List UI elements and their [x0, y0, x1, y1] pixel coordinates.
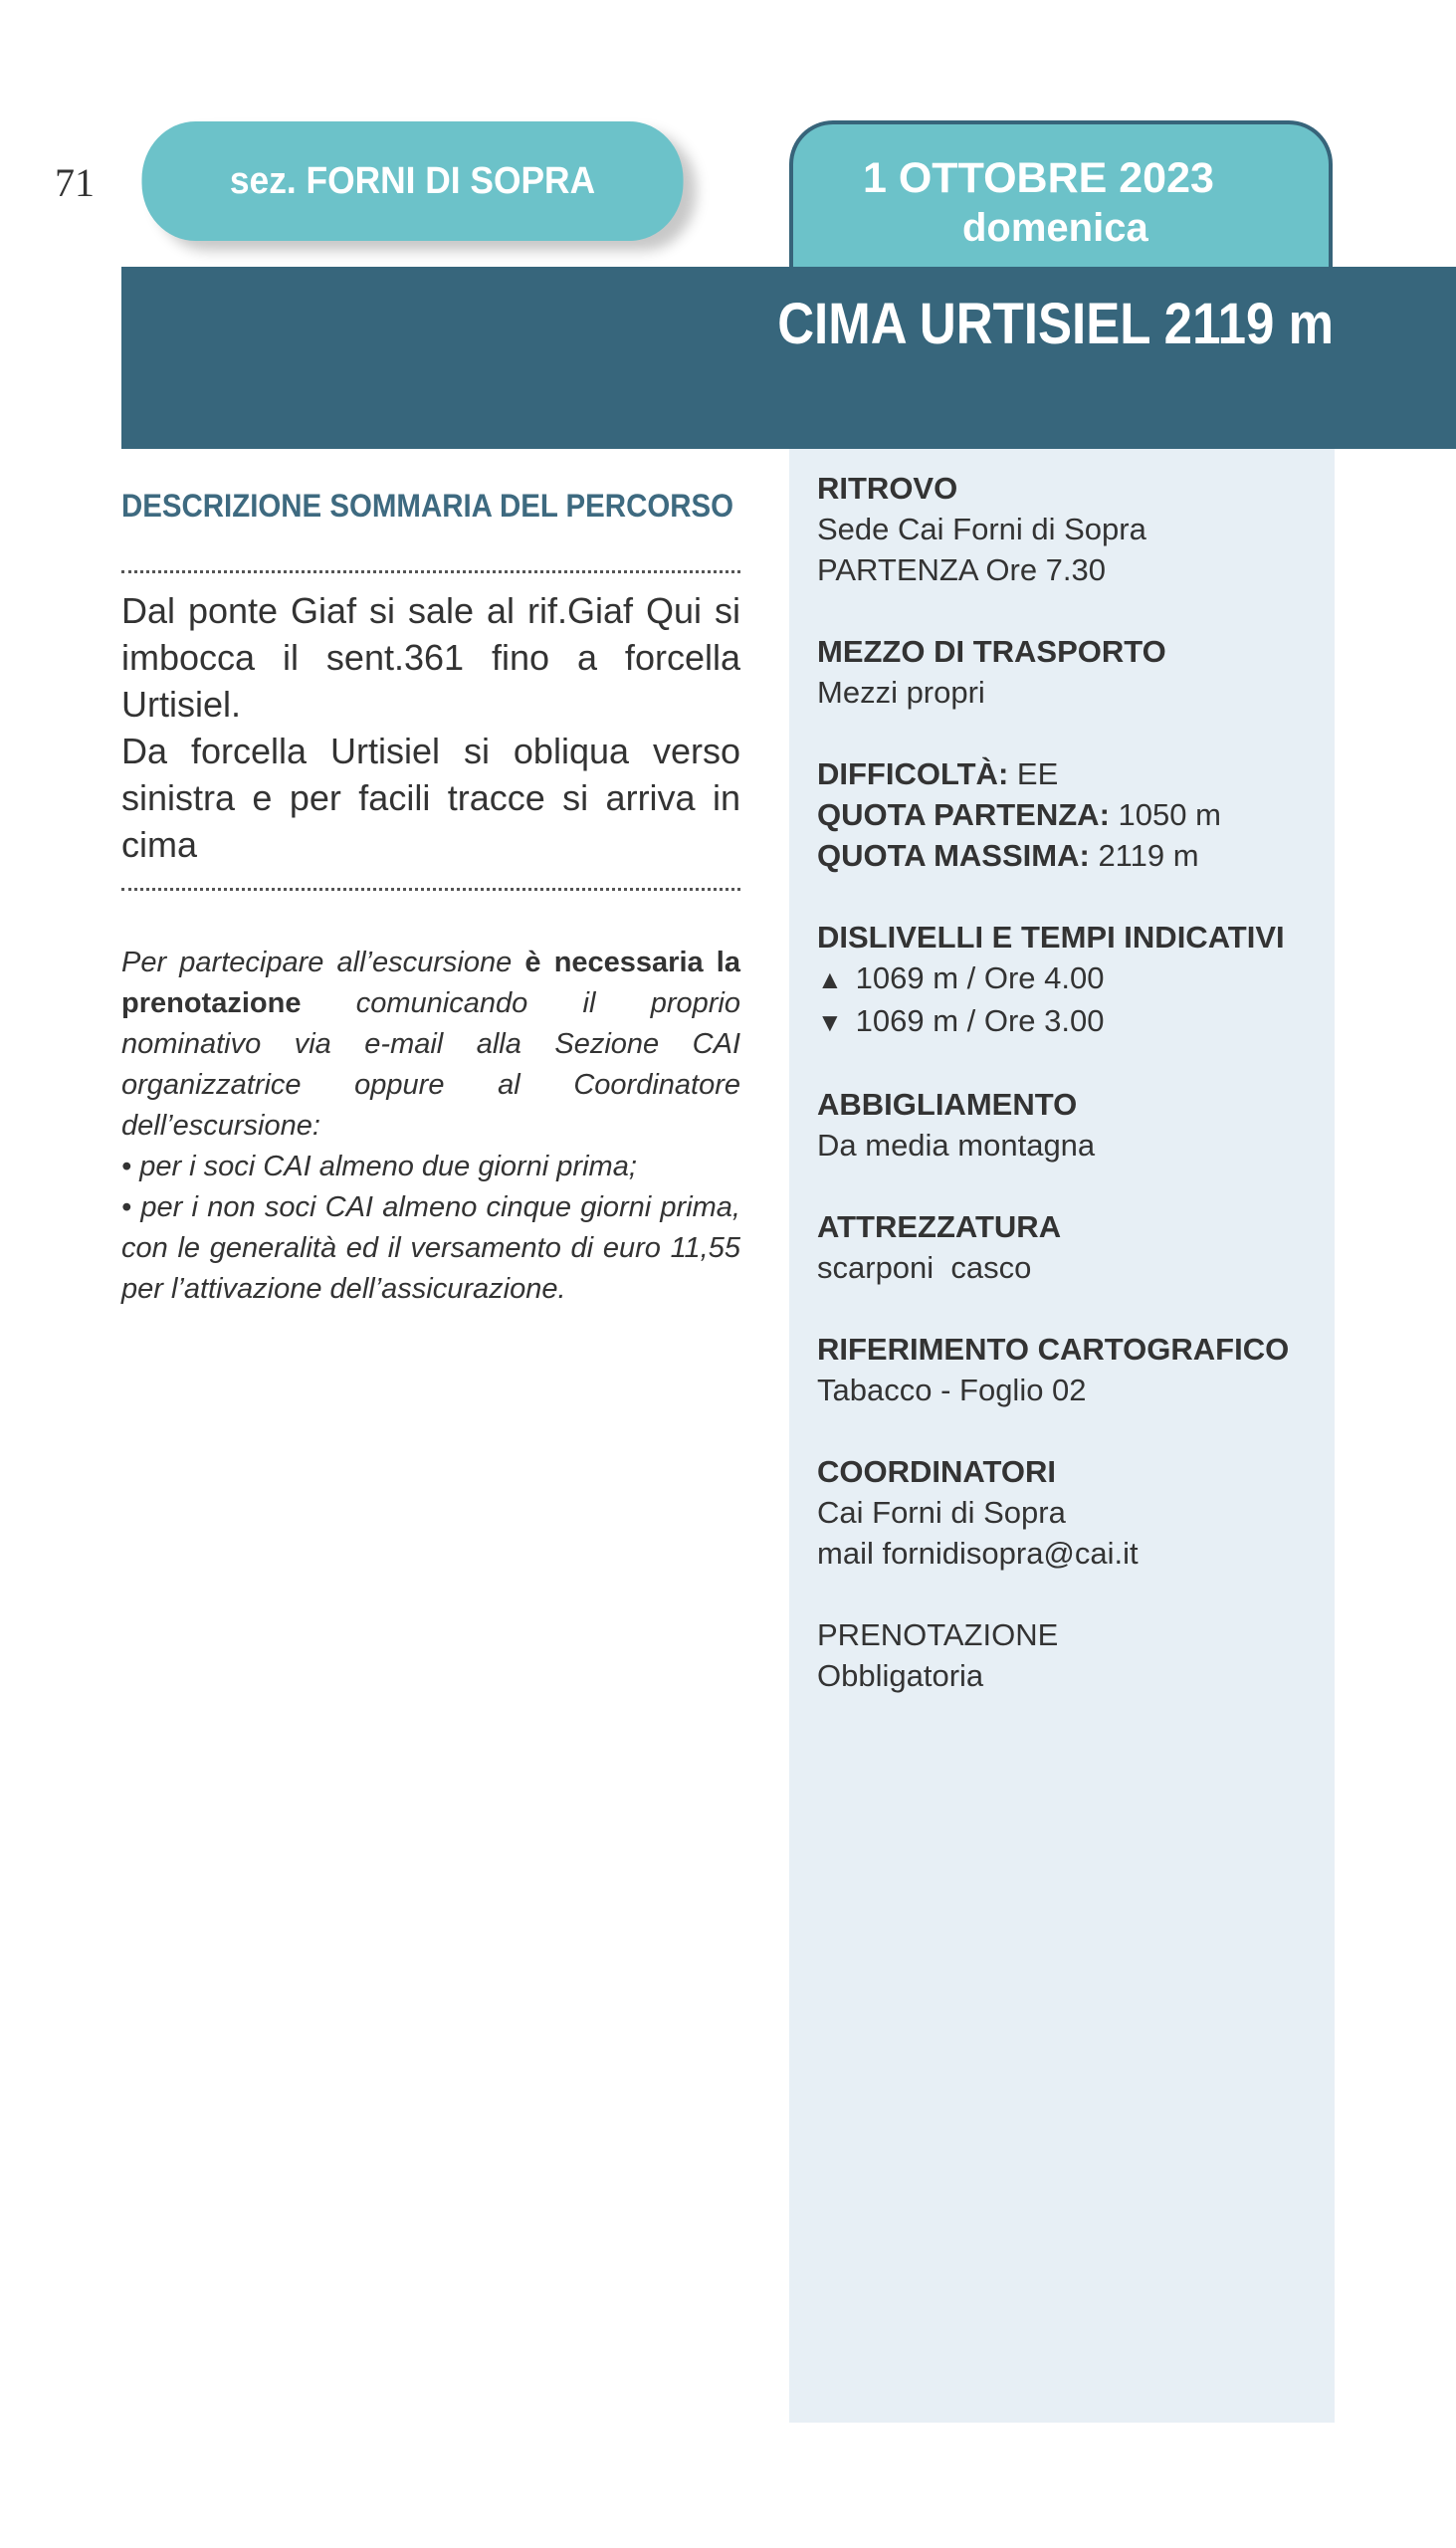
section-badge: sez. FORNI DI SOPRA	[141, 121, 683, 241]
down-triangle-icon: ▼	[817, 1007, 843, 1037]
ascent-value: 1069 m / Ore 4.00	[855, 960, 1105, 995]
coordinatori-block	[817, 1451, 1315, 1574]
descent-value: 1069 m / Ore 3.00	[855, 1003, 1105, 1038]
difficulty-block	[817, 753, 1315, 876]
coordinatori-value: Cai Forni di Sopra	[817, 1495, 1066, 1530]
prenotazione-block	[817, 1614, 1315, 1696]
prenotazione-label: PRENOTAZIONE	[817, 1617, 1059, 1652]
difficolta-value: EE	[1016, 756, 1059, 791]
date-tab	[789, 120, 1333, 270]
cartografico-block	[817, 1329, 1315, 1410]
cartografico-value: Tabacco - Foglio 02	[817, 1373, 1087, 1407]
info-column	[817, 468, 1315, 1737]
quota-partenza-value: 1050 m	[1118, 797, 1221, 832]
ascent-row	[817, 957, 1315, 1000]
event-date: 1 OTTOBRE 2023	[863, 154, 1214, 202]
prenotazione-value: Obbligatoria	[817, 1658, 984, 1693]
page-title: CIMA URTISIEL 2119 m	[777, 292, 1334, 356]
coordinatori-label: COORDINATORI	[817, 1454, 1056, 1489]
partenza-value: PARTENZA Ore 7.30	[817, 552, 1107, 587]
ritrovo-value: Sede Cai Forni di Sopra	[817, 512, 1146, 546]
cartografico-label: RIFERIMENTO CARTOGRAFICO	[817, 1332, 1290, 1367]
dislivelli-label: DISLIVELLI E TEMPI INDICATIVI	[817, 920, 1285, 955]
dotted-divider	[121, 570, 740, 573]
abbigliamento-label: ABBIGLIAMENTO	[817, 1087, 1078, 1122]
dotted-divider	[121, 888, 740, 891]
event-day: domenica	[962, 206, 1148, 250]
booking-note	[121, 943, 740, 1310]
ritrovo-label: RITROVO	[817, 471, 958, 506]
description-line: Dal ponte Giaf si sale al rif.Giaf Qui si imbocca il sent.361 fino a forcella Urtisiel.	[121, 590, 740, 725]
coordinatori-mail: mail fornidisopra@cai.it	[817, 1536, 1139, 1571]
description-column	[121, 488, 740, 1310]
difficolta-label: DIFFICOLTÀ:	[817, 756, 1009, 791]
ritrovo-block	[817, 468, 1315, 590]
up-triangle-icon: ▲	[817, 964, 843, 994]
quota-massima-label: QUOTA MASSIMA:	[817, 838, 1090, 873]
difficolta-row	[817, 753, 1315, 794]
quota-massima-value: 2119 m	[1098, 838, 1199, 873]
abbigliamento-block	[817, 1084, 1315, 1166]
note-intro: Per partecipare all’escursione	[121, 947, 525, 978]
mezzo-label: MEZZO DI TRASPORTO	[817, 634, 1166, 669]
quota-massima-row	[817, 835, 1315, 876]
attrezzatura-block	[817, 1206, 1315, 1288]
description-heading: DESCRIZIONE SOMMARIA DEL PERCORSO	[121, 488, 734, 524]
mezzo-block	[817, 631, 1315, 713]
quota-partenza-label: QUOTA PARTENZA:	[817, 797, 1110, 832]
note-bold: è necessaria la prenotazione	[121, 947, 740, 1019]
mezzo-value: Mezzi propri	[817, 675, 985, 710]
description-line: Da forcella Urtisiel si obliqua verso sinistra e per facili tracce si arriva in cima	[121, 731, 740, 865]
note-bullet: • per i soci CAI almeno due giorni prima;	[121, 1151, 637, 1182]
description-text	[121, 587, 740, 868]
attrezzatura-label: ATTREZZATURA	[817, 1209, 1062, 1244]
dislivelli-block	[817, 917, 1315, 1043]
abbigliamento-value: Da media montagna	[817, 1128, 1096, 1163]
quota-partenza-row	[817, 794, 1315, 835]
descent-row	[817, 1000, 1315, 1043]
note-bullet: • per i non soci CAI almeno cinque giorni prima, con le generalità ed il versamento di euro 11,55 per l’attivazione dell’assicurazione.	[121, 1191, 740, 1305]
note-rest: comunicando il proprio nominativo via e-mail alla Sezione CAI organizzatrice oppure al Coordinatore dell’escursione:	[121, 987, 740, 1142]
page-number: 71	[55, 160, 95, 205]
attrezzatura-value: scarponi casco	[817, 1250, 1032, 1285]
title-band	[121, 267, 1456, 449]
